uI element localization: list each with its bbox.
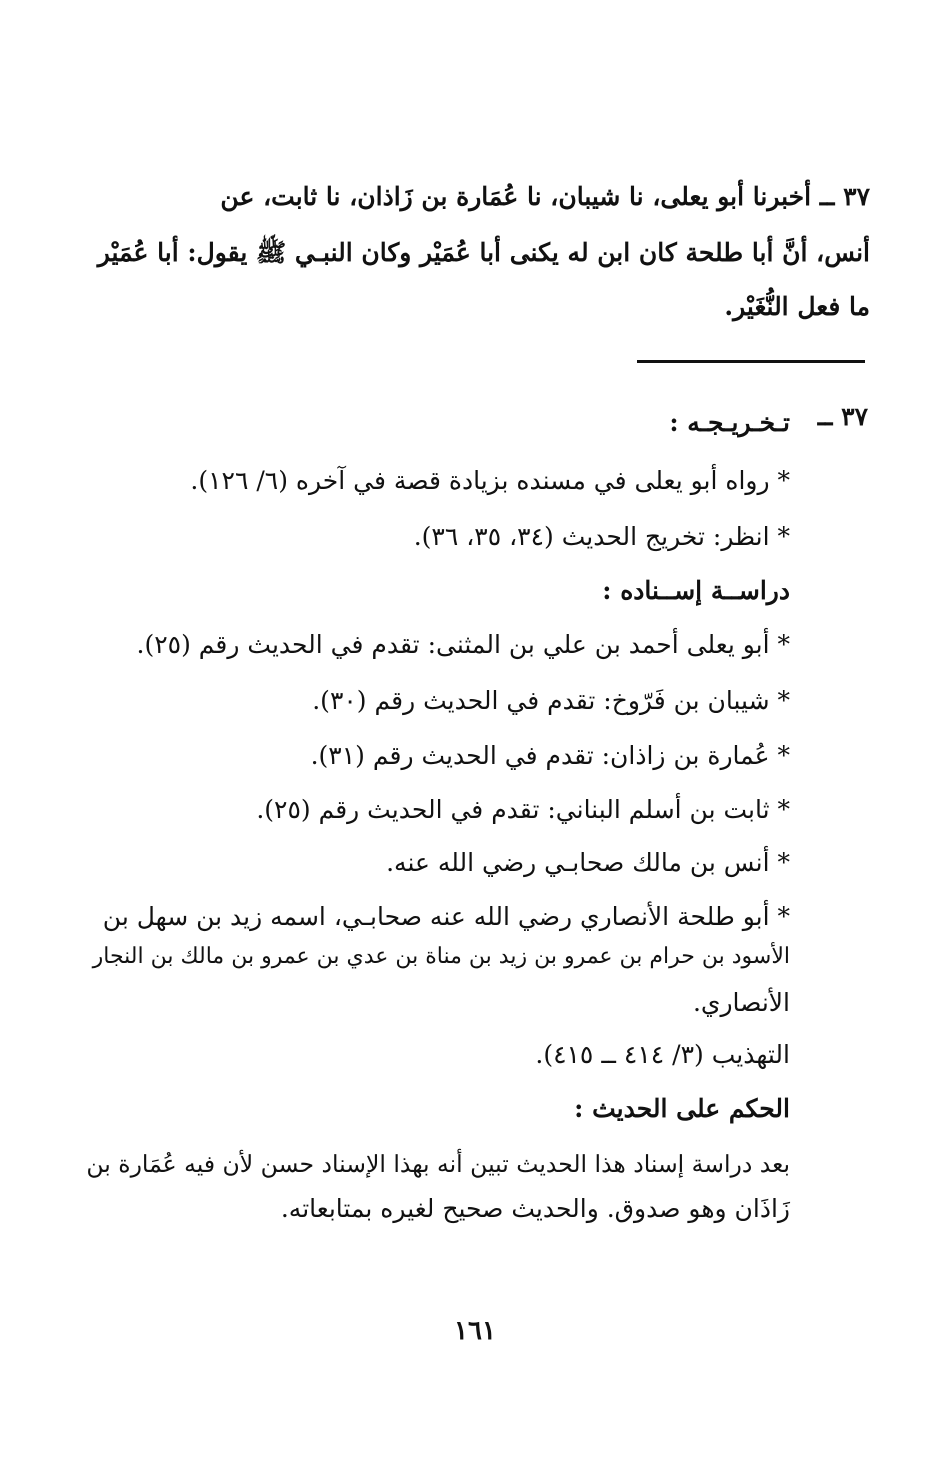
isnad-heading: دراســة إســناده : (602, 576, 790, 605)
isnad-item-3: * عُمارة بن زاذان: تقدم في الحديث رقم (٣١). (310, 741, 790, 770)
abu-talha-line-1: * أبو طلحة الأنصاري رضي الله عنه صحابـي، اسمه زيد بن سهل بن (102, 902, 790, 931)
isnad-item-4: * ثابت بن أسلم البناني: تقدم في الحديث رقم (٢٥). (256, 795, 790, 824)
hadith-text-line-2: أنس، أنَّ أبا طلحة كان ابن له يكنى أبا عُمَيْر وكان النبـي ﷺ يقول: أبا عُمَيْر (97, 238, 870, 267)
isnad-item-5: * أنس بن مالك صحابـي رضي الله عنه. (386, 848, 790, 877)
footnote-separator (637, 360, 865, 363)
takhrij-item-2: * انظر: تخريج الحديث (٣٤، ٣٥، ٣٦). (413, 522, 790, 551)
hukm-line-2: زَاذَان وهو صدوق. والحديث صحيح لغيره بمتابعاته. (280, 1194, 790, 1223)
isnad-item-1: * أبو يعلى أحمد بن علي بن المثنى: تقدم في الحديث رقم (٢٥). (136, 630, 790, 659)
hadith-text-line-1: ٣٧ ــ أخبرنا أبو يعلى، نا شيبان، نا عُمَارة بن زَاذان، نا ثابت، عن (220, 182, 870, 211)
takhrij-item-1: * رواه أبو يعلى في مسنده بزيادة قصة في آخره (٦/ ١٢٦). (190, 466, 790, 495)
hukm-heading: الحكم على الحديث : (574, 1094, 790, 1123)
page-number: ١٦١ (454, 1316, 496, 1346)
abu-talha-line-3: الأنصاري. (692, 988, 790, 1017)
footnote-number: ٣٧ ــ (817, 402, 868, 431)
hadith-text-line-3: ما فعل النُّغَيْر. (724, 292, 870, 321)
isnad-item-2: * شيبان بن فَرّوخ: تقدم في الحديث رقم (٣٠). (312, 686, 790, 715)
takhrij-heading: تـخـريـجـه : (669, 408, 790, 437)
abu-talha-line-2: الأسود بن حرام بن عمرو بن زيد بن مناة بن عدي بن عمرو بن مالك بن النجار (92, 944, 790, 969)
hukm-line-1: بعد دراسة إسناد هذا الحديث تبين أنه بهذا الإسناد حسن لأن فيه عُمَارة بن (86, 1150, 790, 1178)
tahdhib-reference: التهذيب (٣/ ٤١٤ ــ ٤١٥). (535, 1040, 790, 1069)
